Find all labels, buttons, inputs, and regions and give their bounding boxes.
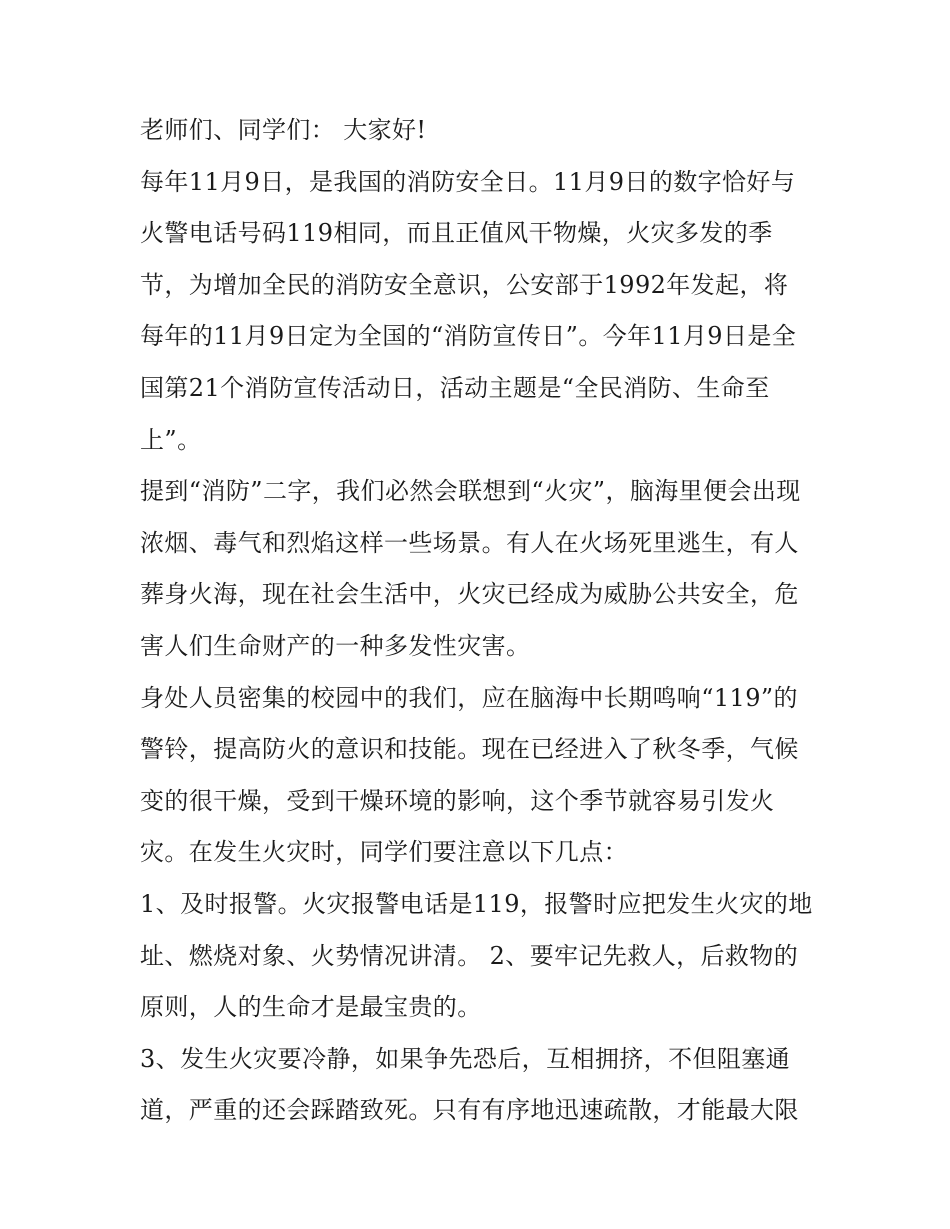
text-line: 老师们、同学们： 大家好! xyxy=(140,116,427,144)
text-line: 警铃，提高防火的意识和技能。现在已经进入了秋冬季，气候 xyxy=(140,735,799,764)
text-line: 身处人员密集的校园中的我们，应在脑海中长期鸣响“119”的 xyxy=(140,683,798,712)
text-line: 1、及时报警。火灾报警电话是119，报警时应把发生火灾的地 xyxy=(140,889,813,918)
text-line: 变的很干燥，受到干燥环境的影响，这个季节就容易引发火 xyxy=(140,786,775,815)
text-line: 国第21个消防宣传活动日，活动主题是“全民消防、生命至 xyxy=(140,373,770,402)
text-line: 提到“消防”二字，我们必然会联想到“火灾”，脑海里便会出现 xyxy=(140,477,801,506)
text-line: 原则，人的生命才是最宝贵的。 xyxy=(140,993,482,1022)
text-line: 上”。 xyxy=(140,425,202,454)
text-line: 灾。在发生火灾时，同学们要注意以下几点： xyxy=(140,838,628,867)
text-line: 害人们生命财产的一种多发性灾害。 xyxy=(140,631,531,660)
text-line: 址、燃烧对象、火势情况讲清。 2、要牢记先救人，后救物的 xyxy=(140,941,799,970)
text-line: 3、发生火灾要冷静，如果争先恐后，互相拥挤，不但阻塞通 xyxy=(140,1044,791,1073)
text-line: 火警电话号码119相同，而且正值风干物燥，火灾多发的季 xyxy=(140,219,773,248)
document-body xyxy=(140,106,820,1138)
text-line: 道，严重的还会踩踏致死。只有有序地迅速疏散，才能最大限 xyxy=(140,1096,799,1125)
text-line: 葬身火海，现在社会生活中，火灾已经成为威胁公共安全，危 xyxy=(140,580,799,609)
text-line: 浓烟、毒气和烈焰这样一些场景。有人在火场死里逃生，有人 xyxy=(140,528,799,557)
text-line: 每年的11月9日定为全国的“消防宣传日”。今年11月9日是全 xyxy=(140,322,797,351)
text-line: 节，为增加全民的消防安全意识，公安部于1992年发起，将 xyxy=(140,270,789,299)
text-line: 每年11月9日，是我国的消防安全日。11月9日的数字恰好与 xyxy=(140,167,796,196)
